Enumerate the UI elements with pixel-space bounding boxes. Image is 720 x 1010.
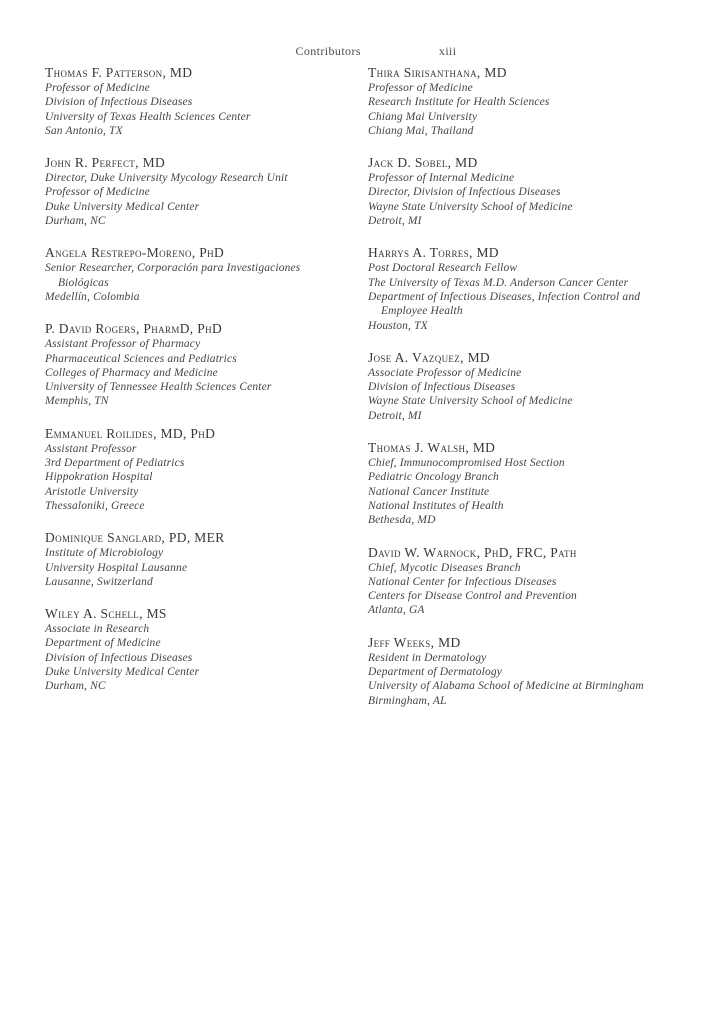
- affiliation-line: University of Tennessee Health Sciences Center: [45, 381, 272, 394]
- contributor-entry: [45, 154, 368, 228]
- contributor-entry: [368, 64, 691, 138]
- affiliation-line: San Antonio, TX: [45, 124, 123, 137]
- page-number: xiii: [438, 44, 457, 58]
- affiliation-line: Centers for Disease Control and Prevention: [368, 590, 577, 603]
- affiliation-line: Department of Infectious Diseases, Infection Control and: [368, 290, 641, 303]
- affiliation-line: University Hospital Lausanne: [45, 561, 188, 574]
- contributor-entry: [45, 64, 368, 138]
- affiliation-line: Duke University Medical Center: [45, 200, 200, 213]
- affiliation-line: Institute of Microbiology: [45, 547, 164, 560]
- affiliation-line: National Institutes of Health: [368, 499, 504, 512]
- contributor-name: Angela Restrepo-Moreno, PhD: [45, 245, 225, 261]
- contributor-name: John R. Perfect, MD: [45, 155, 166, 171]
- affiliation-line: Professor of Internal Medicine: [368, 172, 515, 185]
- right-column: [368, 64, 691, 724]
- affiliation-line: Atlanta, GA: [368, 604, 425, 617]
- affiliation-line: Research Institute for Health Sciences: [368, 96, 550, 109]
- affiliation-line: National Cancer Institute: [368, 485, 490, 498]
- affiliation-line: Post Doctoral Research Fellow: [368, 262, 518, 275]
- affiliation-line: Durham, NC: [45, 680, 106, 693]
- contributor-entry: [368, 349, 691, 423]
- affiliation-line: Associate in Research: [45, 623, 150, 636]
- affiliation-line: Medellín, Colombia: [45, 290, 140, 303]
- affiliation-line: Aristotle University: [45, 485, 139, 498]
- affiliation-line: Professor of Medicine: [45, 186, 150, 199]
- contributor-name: Thira Sirisanthana, MD: [368, 65, 507, 80]
- contributor-entry: [45, 425, 368, 513]
- affiliation-line: Assistant Professor of Pharmacy: [45, 338, 201, 351]
- contributor-name: Thomas J. Walsh, MD: [368, 440, 496, 456]
- affiliation-line: Division of Infectious Diseases: [45, 651, 193, 664]
- contributor-name: Emmanuel Roilides, MD, PhD: [45, 425, 216, 441]
- affiliation-line: Houston, TX: [368, 319, 428, 332]
- affiliation-line: 3rd Department of Pediatrics: [45, 457, 185, 470]
- contributor-entry: [368, 634, 691, 708]
- affiliation-line: Birmingham, AL: [368, 694, 447, 707]
- affiliation-line: Wayne State University School of Medicine: [368, 395, 573, 408]
- contributor-name: Thomas F. Patterson, MD: [45, 65, 193, 80]
- contributor-name: Jeff Weeks, MD: [368, 634, 461, 650]
- contributor-entry: [45, 605, 368, 693]
- affiliation-line: The University of Texas M.D. Anderson Cancer Center: [368, 276, 629, 289]
- affiliation-line: Department of Medicine: [45, 637, 161, 650]
- affiliation-line: Bethesda, MD: [368, 514, 436, 527]
- affiliation-line: Assistant Professor: [45, 442, 137, 455]
- affiliation-line: Associate Professor of Medicine: [368, 366, 522, 379]
- affiliation-line: Chiang Mai University: [368, 110, 478, 123]
- contributor-name: Harrys A. Torres, MD: [368, 245, 499, 261]
- contributor-name: Jack D. Sobel, MD: [368, 155, 478, 171]
- affiliation-line: University of Alabama School of Medicine at Birmingham: [368, 680, 644, 693]
- running-head-title: Contributors: [295, 44, 361, 58]
- affiliation-line: Lausanne, Switzerland: [45, 575, 153, 588]
- left-column: [45, 64, 368, 724]
- affiliation-line: Detroit, MI: [368, 409, 422, 422]
- affiliation-line: Biológicas: [58, 276, 109, 289]
- contributor-entry: [45, 529, 368, 589]
- contributor-name: Wiley A. Schell, MS: [45, 606, 167, 622]
- contributor-columns: [45, 64, 705, 724]
- affiliation-line: Pharmaceutical Sciences and Pediatrics: [45, 352, 237, 365]
- affiliation-line: Colleges of Pharmacy and Medicine: [45, 366, 218, 379]
- affiliation-line: Resident in Dermatology: [368, 651, 487, 664]
- affiliation-line: Senior Researcher, Corporación para Investigaciones: [45, 262, 301, 275]
- affiliation-line: Professor of Medicine: [368, 82, 473, 94]
- affiliation-line: Director, Duke University Mycology Research Unit: [45, 172, 288, 185]
- affiliation-line: Chief, Immunocompromised Host Section: [368, 457, 565, 470]
- contributor-entry: [368, 439, 691, 527]
- contributor-entry: [368, 244, 691, 332]
- affiliation-line: Director, Division of Infectious Diseases: [368, 186, 561, 199]
- contributor-name: Jose A. Vazquez, MD: [368, 349, 491, 365]
- contributor-name: Dominique Sanglard, PD, MER: [45, 530, 225, 546]
- affiliation-line: Division of Infectious Diseases: [45, 96, 193, 109]
- affiliation-line: University of Texas Health Sciences Center: [45, 110, 251, 123]
- affiliation-line: National Center for Infectious Diseases: [368, 575, 557, 588]
- contributor-entry: [45, 320, 368, 408]
- affiliation-line: Memphis, TN: [45, 395, 109, 408]
- affiliation-line: Hippokration Hospital: [45, 471, 153, 484]
- affiliation-line: Chief, Mycotic Diseases Branch: [368, 561, 521, 574]
- affiliation-line: Thessaloniki, Greece: [45, 499, 145, 512]
- affiliation-line: Durham, NC: [45, 215, 106, 228]
- affiliation-line: Duke University Medical Center: [45, 666, 200, 679]
- affiliation-line: Chiang Mai, Thailand: [368, 124, 474, 137]
- running-head: [16, 44, 720, 59]
- affiliation-line: Detroit, MI: [368, 215, 422, 228]
- affiliation-line: Professor of Medicine: [45, 82, 150, 94]
- contributor-entry: [45, 244, 368, 304]
- contributor-entry: [368, 544, 691, 618]
- affiliation-line: Employee Health: [381, 305, 463, 318]
- contributor-entry: [368, 154, 691, 228]
- affiliation-line: Department of Dermatology: [368, 666, 503, 679]
- contributor-name: David W. Warnock, PhD, FRC, Path: [368, 544, 577, 560]
- affiliation-line: Wayne State University School of Medicine: [368, 200, 573, 213]
- affiliation-line: Pediatric Oncology Branch: [368, 471, 499, 484]
- contributor-name: P. David Rogers, PharmD, PhD: [45, 321, 223, 337]
- affiliation-line: Division of Infectious Diseases: [368, 381, 516, 394]
